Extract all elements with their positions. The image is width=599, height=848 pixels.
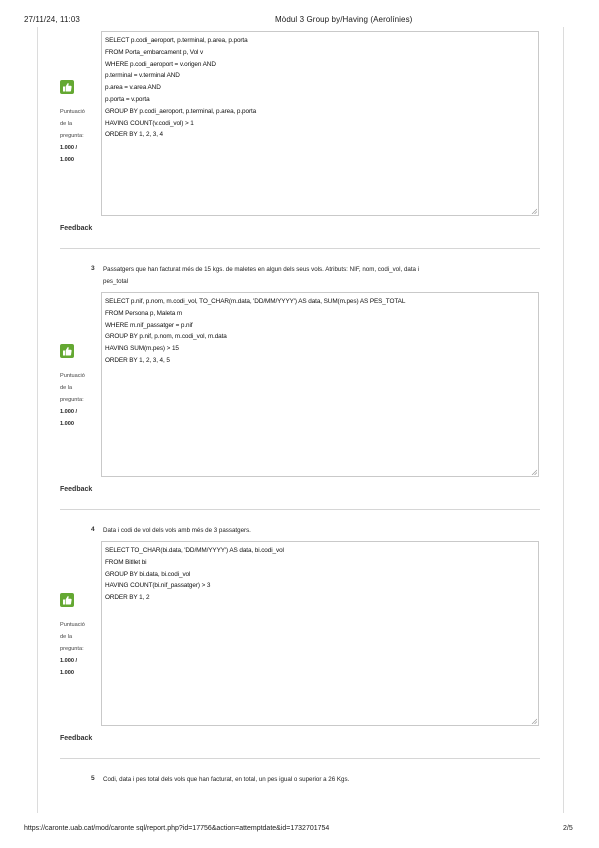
- score-value: 1.000: [60, 421, 74, 427]
- code-line: SELECT p.codi_aeroport, p.terminal, p.area, p.porta: [105, 37, 248, 44]
- score-value: 1.000 /: [60, 145, 78, 151]
- score-value: 1.000: [60, 157, 74, 163]
- score-label: de la: [60, 634, 73, 640]
- code-line: FROM Persona p, Maleta m: [105, 309, 183, 317]
- divider: [60, 248, 540, 249]
- score-label: pregunta:: [60, 397, 84, 403]
- score-value: 1.000: [60, 670, 74, 676]
- question-text: [103, 525, 523, 537]
- code-line: p.porta = v.porta: [105, 95, 150, 103]
- frame-left-border: [37, 27, 38, 813]
- code-line: FROM Bitllet bi: [105, 558, 147, 566]
- score-label: Puntuació: [60, 622, 85, 628]
- question-text-line: Passatgers que han facturat més de 15 kgs. de maletes en algun dels seus vols. Atributs: NIF, nom, codi_vol, data i: [103, 266, 420, 273]
- score-label: Puntuació: [60, 109, 85, 115]
- code-line: HAVING COUNT(v.codi_vol) > 1: [105, 119, 194, 127]
- question-text: [103, 264, 523, 288]
- score-label: Puntuació: [60, 373, 85, 379]
- sql-answer: [102, 542, 538, 604]
- code-line: FROM Porta_embarcament p, Vol v: [105, 48, 204, 56]
- code-line: WHERE m.nif_passatger = p.nif: [105, 321, 193, 329]
- code-line: ORDER BY 1, 2, 3, 4, 5: [105, 356, 170, 364]
- code-line: p.area = v.area AND: [105, 84, 161, 92]
- code-line: HAVING SUM(m.pes) > 15: [105, 345, 179, 353]
- print-datetime: 27/11/24, 11:03: [24, 15, 80, 24]
- score-label: pregunta:: [60, 646, 84, 652]
- feedback-label: Feedback: [60, 486, 93, 493]
- frame-right-border: [563, 27, 564, 813]
- feedback-label: Feedback: [60, 735, 93, 742]
- code-line: GROUP BY p.codi_aeroport, p.terminal, p.area, p.porta: [105, 107, 257, 115]
- code-line: HAVING COUNT(bi.nif_passatger) > 3: [105, 582, 211, 590]
- feedback-label: Feedback: [60, 225, 93, 232]
- question-number: 3: [91, 265, 95, 272]
- score-value: 1.000 /: [60, 409, 78, 415]
- sql-answer: [102, 32, 538, 141]
- score-value: 1.000 /: [60, 658, 78, 664]
- code-line: p.terminal = v.terminal AND: [105, 72, 180, 80]
- answer-textarea-q4[interactable]: [101, 541, 539, 726]
- score-label: pregunta:: [60, 133, 84, 139]
- question-info-q4: [60, 593, 100, 679]
- code-line: GROUP BY bi.data, bi.codi_vol: [105, 570, 191, 578]
- score-label: de la: [60, 121, 73, 127]
- question-info-q3: [60, 344, 100, 430]
- thumbs-up-icon: [60, 80, 74, 94]
- resize-grip-icon[interactable]: [531, 208, 537, 214]
- sql-answer: [102, 293, 538, 367]
- question-text-line: pes_total: [103, 278, 129, 285]
- code-line: WHERE p.codi_aeroport = v.origen AND: [105, 60, 216, 68]
- print-url: https://caronte.uab.cat/mod/caronte sql/report.php?id=17756&action=attemptdate&id=1732701754: [24, 825, 330, 832]
- resize-grip-icon[interactable]: [531, 718, 537, 724]
- question-text: [103, 774, 523, 786]
- code-line: SELECT TO_CHAR(bi.data, 'DD/MM/YYYY') AS data, bi.codi_vol: [105, 547, 284, 554]
- answer-textarea-q2[interactable]: [101, 31, 539, 216]
- thumbs-up-icon: [60, 593, 74, 607]
- question-text-line: Data i codi de vol dels vols amb més de 3 passatgers.: [103, 527, 251, 534]
- page-number: 2/5: [563, 825, 573, 832]
- score-label: de la: [60, 385, 73, 391]
- divider: [60, 758, 540, 759]
- divider: [60, 509, 540, 510]
- question-info-q2: [60, 80, 100, 166]
- code-line: ORDER BY 1, 2: [105, 594, 150, 602]
- resize-grip-icon[interactable]: [531, 469, 537, 475]
- thumbs-up-icon: [60, 344, 74, 358]
- code-line: SELECT p.nif, p.nom, m.codi_vol, TO_CHAR(m.data, 'DD/MM/YYYY') AS data, SUM(m.pes) AS PES_TOTAL: [105, 298, 406, 305]
- code-line: ORDER BY 1, 2, 3, 4: [105, 131, 164, 139]
- answer-textarea-q3[interactable]: [101, 292, 539, 477]
- question-number: 5: [91, 775, 95, 782]
- question-text-line: Codi, data i pes total dels vols que han facturat, en total, un pes igual o superior a 26 Kgs.: [103, 776, 350, 783]
- document-title: Mòdul 3 Group by/Having (Aerolínies): [275, 15, 413, 24]
- code-line: GROUP BY p.nif, p.nom, m.codi_vol, m.data: [105, 333, 227, 341]
- question-number: 4: [91, 526, 95, 533]
